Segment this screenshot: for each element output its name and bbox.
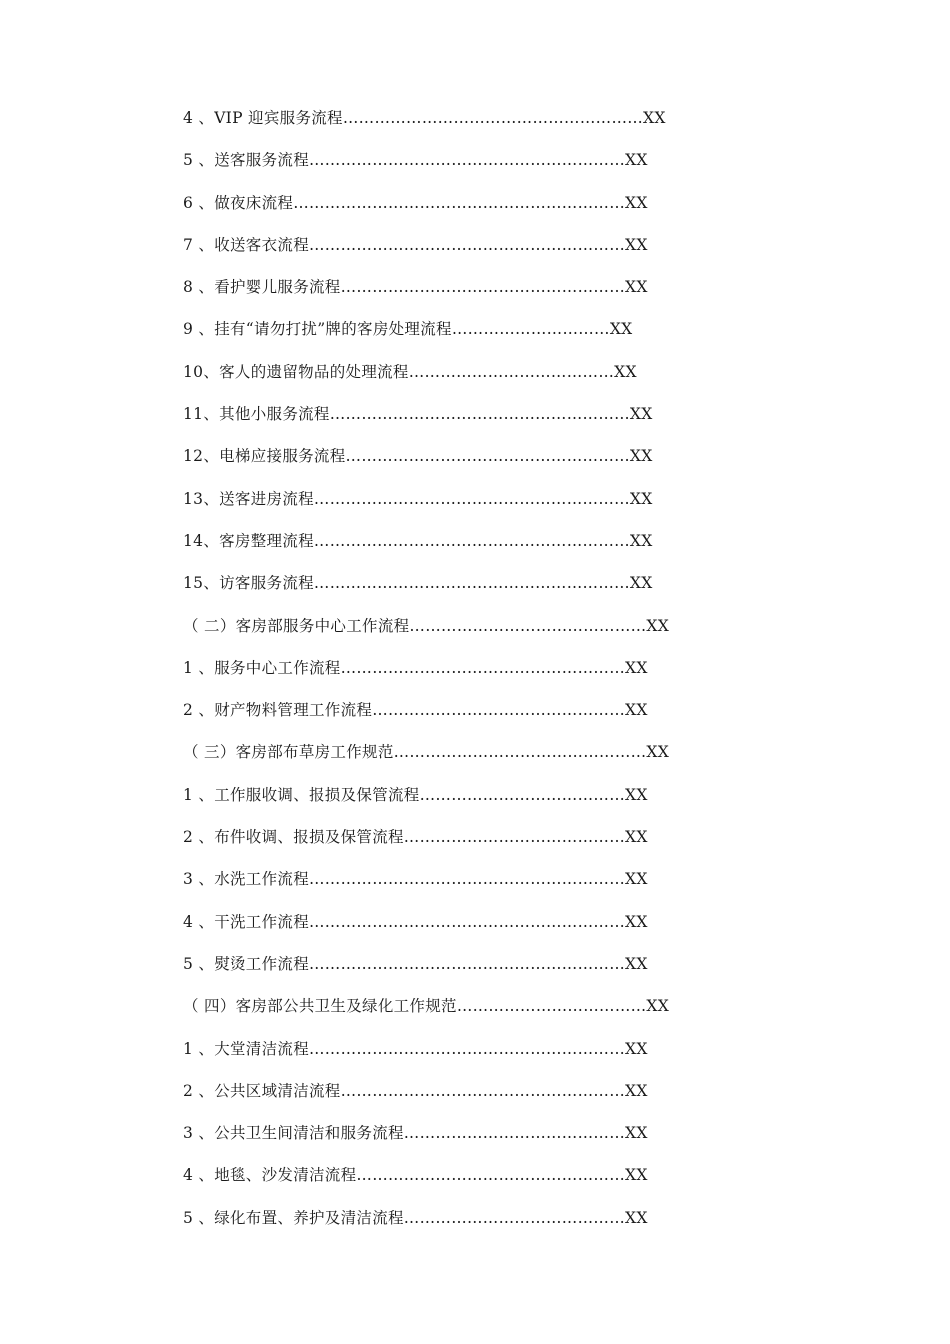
- toc-section-heading: （ 二）客房部服务中心工作流程………………………………………XX: [183, 616, 670, 635]
- table-of-contents: [183, 104, 783, 1246]
- toc-entry: 2 、公共区域清洁流程………………………………………………XX: [183, 1081, 648, 1100]
- toc-entry: 4 、地毯、沙发清洁流程……………………………………………XX: [183, 1166, 648, 1185]
- toc-entry: 14、客房整理流程……………………………………………………XX: [183, 531, 653, 550]
- toc-entry: 5 、绿化布置、养护及清洁流程……………………………………XX: [183, 1208, 648, 1227]
- toc-entry: 6 、做夜床流程………………………………………………………XX: [183, 193, 648, 212]
- toc-entry: 3 、公共卫生间清洁和服务流程……………………………………XX: [183, 1124, 648, 1143]
- toc-entry: 2 、布件收调、报损及保管流程……………………………………XX: [183, 828, 648, 847]
- toc-entry: 2 、财产物料管理工作流程…………………………………………XX: [183, 701, 648, 720]
- toc-entry: 1 、大堂清洁流程……………………………………………………XX: [183, 1039, 648, 1058]
- toc-entry: 4 、干洗工作流程……………………………………………………XX: [183, 912, 648, 931]
- toc-entry: 15、访客服务流程……………………………………………………XX: [183, 574, 653, 593]
- toc-entry: 1 、服务中心工作流程………………………………………………XX: [183, 658, 648, 677]
- toc-entry: 13、送客进房流程……………………………………………………XX: [183, 489, 653, 508]
- toc-entry: 3 、水洗工作流程……………………………………………………XX: [183, 870, 648, 889]
- toc-entry: 11、其他小服务流程…………………………………………………XX: [183, 405, 653, 424]
- toc-entry: 9 、挂有“请勿打扰”牌的客房处理流程…………………………XX: [183, 320, 633, 339]
- toc-section-heading: （ 三）客房部布草房工作规范…………………………………………XX: [183, 743, 670, 762]
- toc-entry: 5 、熨烫工作流程……………………………………………………XX: [183, 954, 648, 973]
- toc-entry: 1 、工作服收调、报损及保管流程…………………………………XX: [183, 785, 648, 804]
- toc-entry: 8 、看护婴儿服务流程………………………………………………XX: [183, 278, 648, 297]
- toc-entry: 12、电梯应接服务流程………………………………………………XX: [183, 447, 653, 466]
- toc-entry: 10、客人的遗留物品的处理流程…………………………………XX: [183, 362, 637, 381]
- toc-entry: 7 、收送客衣流程……………………………………………………XX: [183, 235, 648, 254]
- toc-section-heading: （ 四）客房部公共卫生及绿化工作规范………………………………XX: [183, 997, 670, 1016]
- toc-entry: 4 、VIP 迎宾服务流程…………………………………………………XX: [183, 109, 666, 127]
- toc-entry: 5 、送客服务流程……………………………………………………XX: [183, 151, 648, 170]
